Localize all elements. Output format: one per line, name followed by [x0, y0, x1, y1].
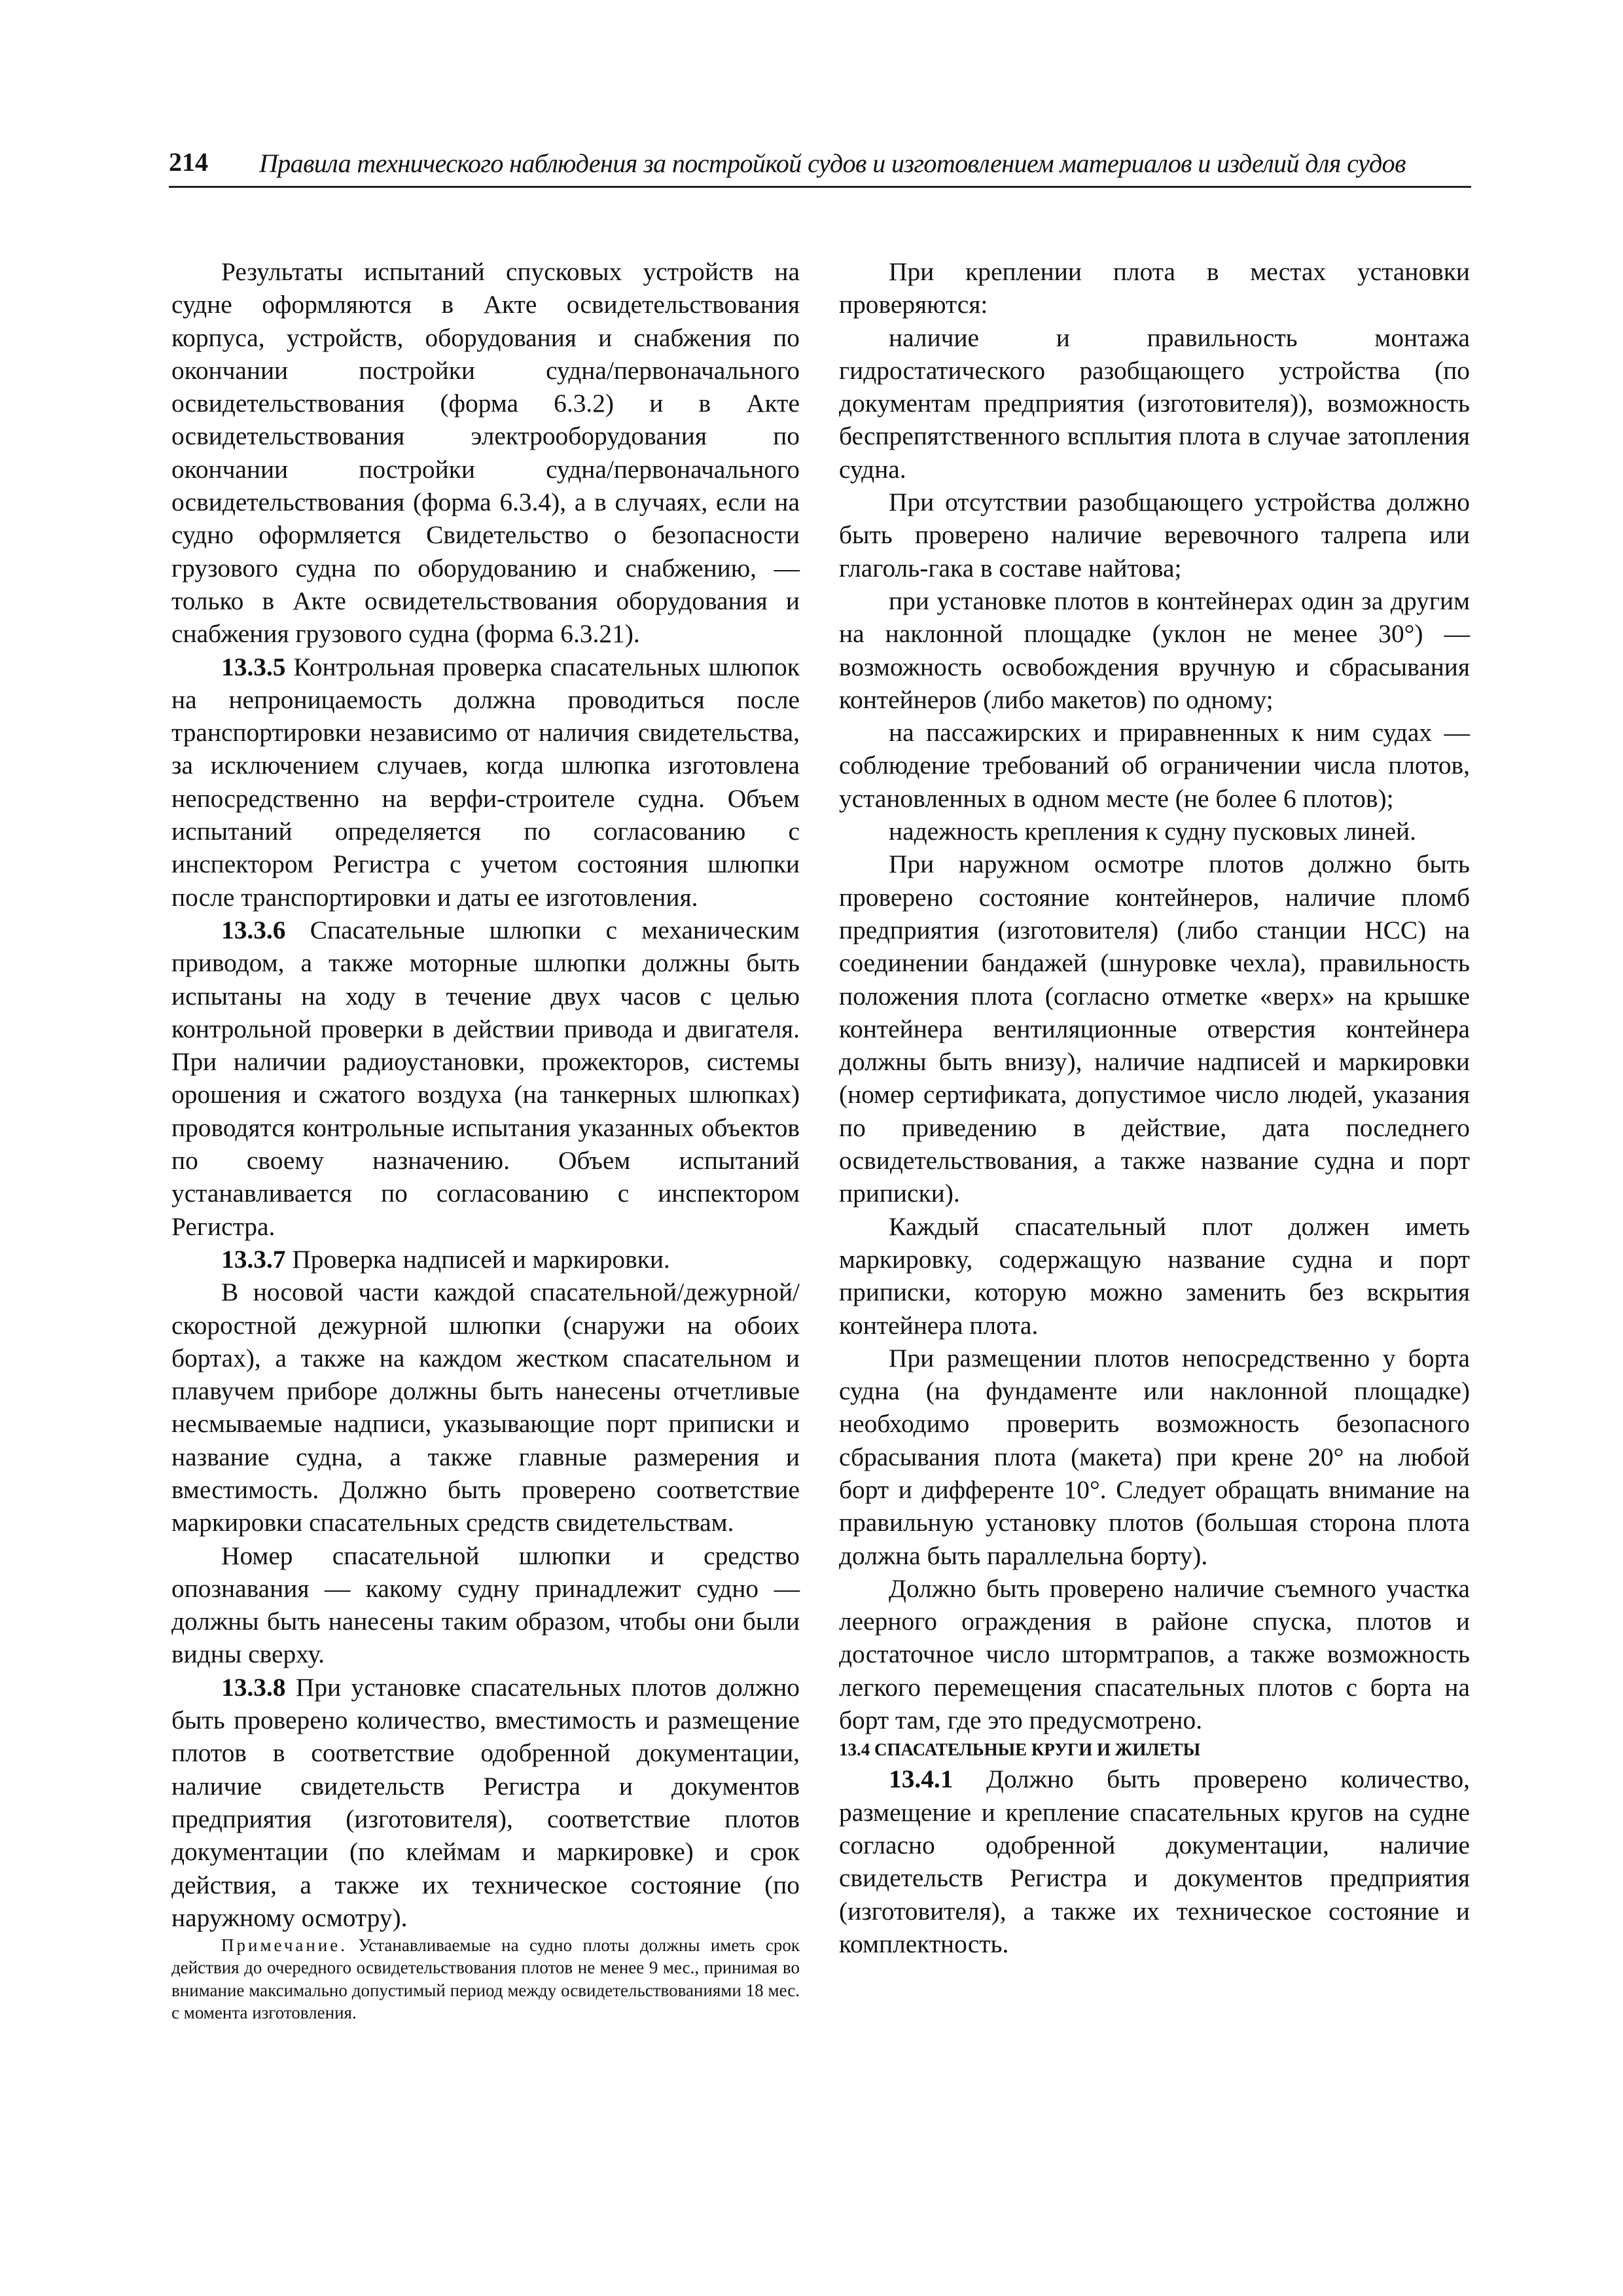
paragraph-boat-number: Номер спасательной шлюпки и средство опознавания — какому судну принадлежит судно — должны быть нанесены таким образом, чтобы они были видны сверху. — [171, 1541, 800, 1669]
clause-number: 13.4.1 — [889, 1765, 954, 1794]
clause-text: Должно быть проверено количество, размещение и крепление спасательных кругов на судне согласно одобренной документации, наличие свидетельств Регистра и документов предприятия (изготовителя), а также их техническое состояние и комплектность. — [839, 1765, 1470, 1958]
note-text: Устанавливаемые на судно плоты должны иметь срок действия до очередного освидетельствования плотов не менее 9 мес., принимая во внимание максимально допустимый период между освидетельствованиями 18 мес. с момента изготовления. — [171, 1935, 800, 2022]
clause-title: Проверка надписей и маркировки. — [285, 1244, 670, 1274]
clause-13-3-8 — [171, 1671, 800, 1934]
paragraph-external-inspection: При наружном осмотре плотов должно быть проверено состояние контейнеров, наличие пломб предприятия (изготовителя) (либо станции НСС) на соединении бандажей (шнуровке чехла), правильность положения плота (согласно отметке «верх» на крышке контейнера вентиляционные отверстия контейнера должны быть внизу), наличие надписей и маркировки (номер сертификата, допустимое число людей, указания по приведению в действие, дата последнего освидетельствования, а также название судна и порт приписки). — [839, 850, 1470, 1208]
clause-text: Контрольная проверка спасательных шлюпок на непроницаемость должна проводиться после транспортировки независимо от наличия свидетельства, за исключением случаев, когда шлюпка изготовлена непосредственно на верфи-строителе судна. Объем испытаний определяется по согласованию с инспектором Регистра с учетом состояния шлюпки после транспортировки и даты ее изготовления. — [171, 652, 800, 912]
running-title: Правила технического наблюдения за постройкой судов и изготовлением материалов и изделий для судов — [259, 149, 1406, 178]
paragraph-raft-marking: Каждый спасательный плот должен иметь маркировку, содержащую название судна и порт приписки, которую можно заменить без вскрытия контейнера плота. — [839, 1211, 1470, 1340]
paragraph-release-device: наличие и правильность монтажа гидростатического разобщающего устройства (по документам предприятия (изготовителя)), возможность беспрепятственного всплытия плота в случае затопления судна. — [839, 323, 1470, 484]
clause-13-3-5 — [171, 651, 800, 914]
clause-13-4-1 — [839, 1763, 1470, 1960]
clause-number: 13.3.6 — [221, 915, 286, 944]
clause-13-3-7 — [171, 1243, 800, 1276]
paragraph-railing-section: Должно быть проверено наличие съемного участка леерного ограждения в районе спуска, плотов и достаточное число штормтрапов, а также возможность легкого перемещения спасательных плотов с борта на борт там, где это предусмотрено. — [839, 1573, 1470, 1735]
page-header — [169, 145, 1471, 188]
paragraph-test-results: Результаты испытаний спусковых устройств на судне оформляются в Акте освидетельствования корпуса, устройств, оборудования и снабжения по окончании постройки судна/первоначального освидетельствования (форма 6.3.2) и в Акте освидетельствования электрооборудования по окончании постройки судна/первоначального освидетельствования (форма 6.3.4), а в случаях, если на судно оформляется Свидетельство о безопасности грузового судна по оборудованию и снабжению, — только в Акте освидетельствования оборудования и снабжения грузового судна (форма 6.3.21). — [171, 257, 800, 649]
clause-text: Спасательные шлюпки с механическим приводом, а также моторные шлюпки должны быть испытаны на ходу в течение двух часов с целью контрольной проверки в действии привода и двигателя. При наличии радиоустановки, прожекторов, системы орошения и сжатого воздуха (на танкерных шлюпках) проводятся контрольные испытания указанных объектов по своему назначению. Объем испытаний устанавливается по согласованию с инспектором Регистра. — [171, 915, 800, 1241]
paragraph-no-release-device: При отсутствии разобщающего устройства должно быть проверено наличие веревочного талрепа или глаголь-гака в составе найтова; — [839, 488, 1470, 583]
paragraph-container-installation: при установке плотов в контейнерах один за другим на наклонной площадке (уклон не менее 30°) — возможность освобождения вручную и сбрасывания контейнеров (либо макетов) по одному; — [839, 586, 1470, 714]
note-label: Примечание. — [221, 1935, 348, 1956]
clause-number: 13.3.8 — [221, 1672, 286, 1702]
paragraph-marking-requirements: В носовой части каждой спасательной/дежурной/ скоростной дежурной шлюпки (снаружи на обоих бортах), а также на каждом жестком спасательном и плавучем приборе должны быть нанесены отчетливые несмываемые надписи, указывающие порт приписки и название судна, а также главные размерения и вместимость. Должно быть проверено соответствие маркировки спасательных средств свидетельствам. — [171, 1278, 800, 1537]
note — [171, 1934, 800, 2024]
page-number: 214 — [169, 147, 208, 177]
clause-number: 13.3.5 — [221, 652, 286, 681]
right-column — [839, 255, 1470, 1960]
paragraph-painter-lines: надежность крепления к судну пусковых линей. — [889, 817, 1416, 846]
left-column — [171, 255, 800, 2024]
clause-number: 13.3.7 — [221, 1244, 286, 1274]
section-heading-13-4: 13.4 СПАСАТЕЛЬНЫЕ КРУГИ И ЖИЛЕТЫ — [839, 1740, 1201, 1760]
clause-13-3-6 — [171, 914, 800, 1243]
paragraph-raft-fastening: При креплении плота в местах установки проверяются: — [839, 257, 1470, 319]
paragraph-raft-placement: При размещении плотов непосредственно у борта судна (на фундаменте или наклонной площадке) необходимо проверить возможность безопасного сбрасывания плота (макета) при крене 20° на любой борт и дифференте 10°. Следует обращать внимание на правильную установку плотов (большая сторона плота должна быть параллельна борту). — [839, 1343, 1470, 1570]
clause-text: При установке спасательных плотов должно быть проверено количество, вместимость и размещение плотов в соответствие одобренной документации, наличие свидетельств Регистра и документов предприятия (изготовителя), соответствие плотов документации (по клеймам и маркировке) и срок действия, а также их техническое состояние (по наружному осмотру). — [171, 1672, 800, 1932]
paragraph-passenger-ships: на пассажирских и приравненных к ним судах — соблюдение требований об ограничении числа плотов, установленных в одном месте (не более 6 плотов); — [839, 718, 1470, 813]
